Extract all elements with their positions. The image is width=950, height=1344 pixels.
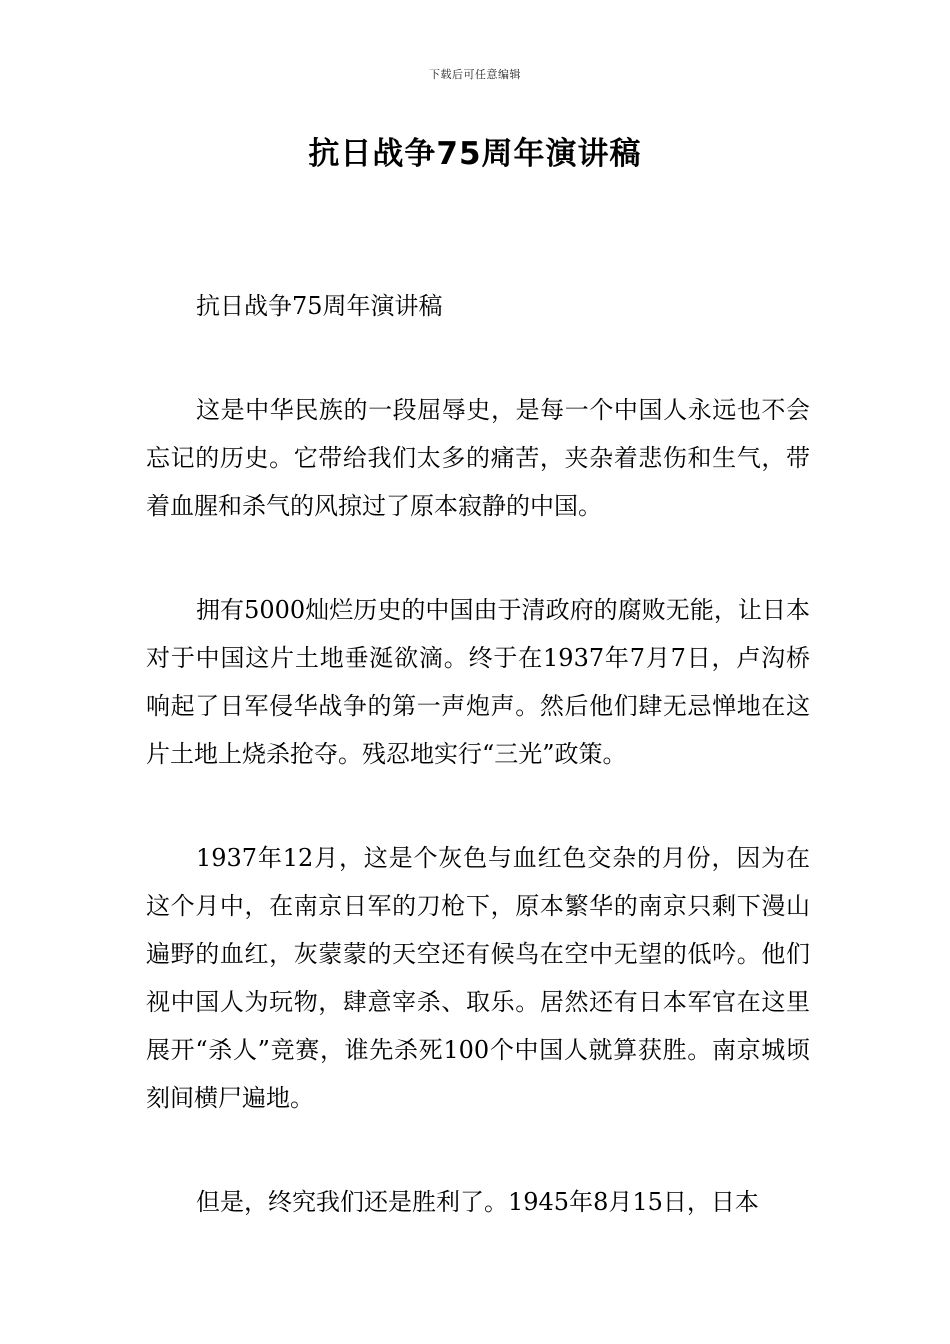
paragraph-1: 这是中华民族的一段屈辱史，是每一个中国人永远也不会忘记的历史。它带给我们太多的痛苦，夹杂着悲伤和生气，带着血腥和杀气的风掠过了原本寂静的中国。 xyxy=(146,396,810,520)
document-title: 抗日战争75周年演讲稿 xyxy=(308,136,642,172)
paragraph-2: 拥有5000灿烂历史的中国由于清政府的腐败无能，让日本对于中国这片土地垂涎欲滴。终于在1937年7月7日，卢沟桥响起了日军侵华战争的第一声炮声。然后他们肆无忌惮地在这片土地上烧杀抢夺。残忍地实行“三光”政策。 xyxy=(146,596,810,768)
header-note: 下载后可任意编辑 xyxy=(429,68,521,81)
document-body xyxy=(146,282,810,1226)
paragraph-3: 1937年12月，这是个灰色与血红色交杂的月份，因为在这个月中，在南京日军的刀枪下，原本繁华的南京只剩下漫山遍野的血红，灰蒙蒙的天空还有候鸟在空中无望的低吟。他们视中国人为玩物，肆意宰杀、取乐。居然还有日本军官在这里展开“杀人”竞赛，谁先杀死100个中国人就算获胜。南京城顷刻间横尸遍地。 xyxy=(146,844,810,1112)
paragraph-4: 但是，终究我们还是胜利了。1945年8月15日，日本 xyxy=(196,1188,759,1216)
paragraph-subtitle: 抗日战争75周年演讲稿 xyxy=(196,292,443,320)
